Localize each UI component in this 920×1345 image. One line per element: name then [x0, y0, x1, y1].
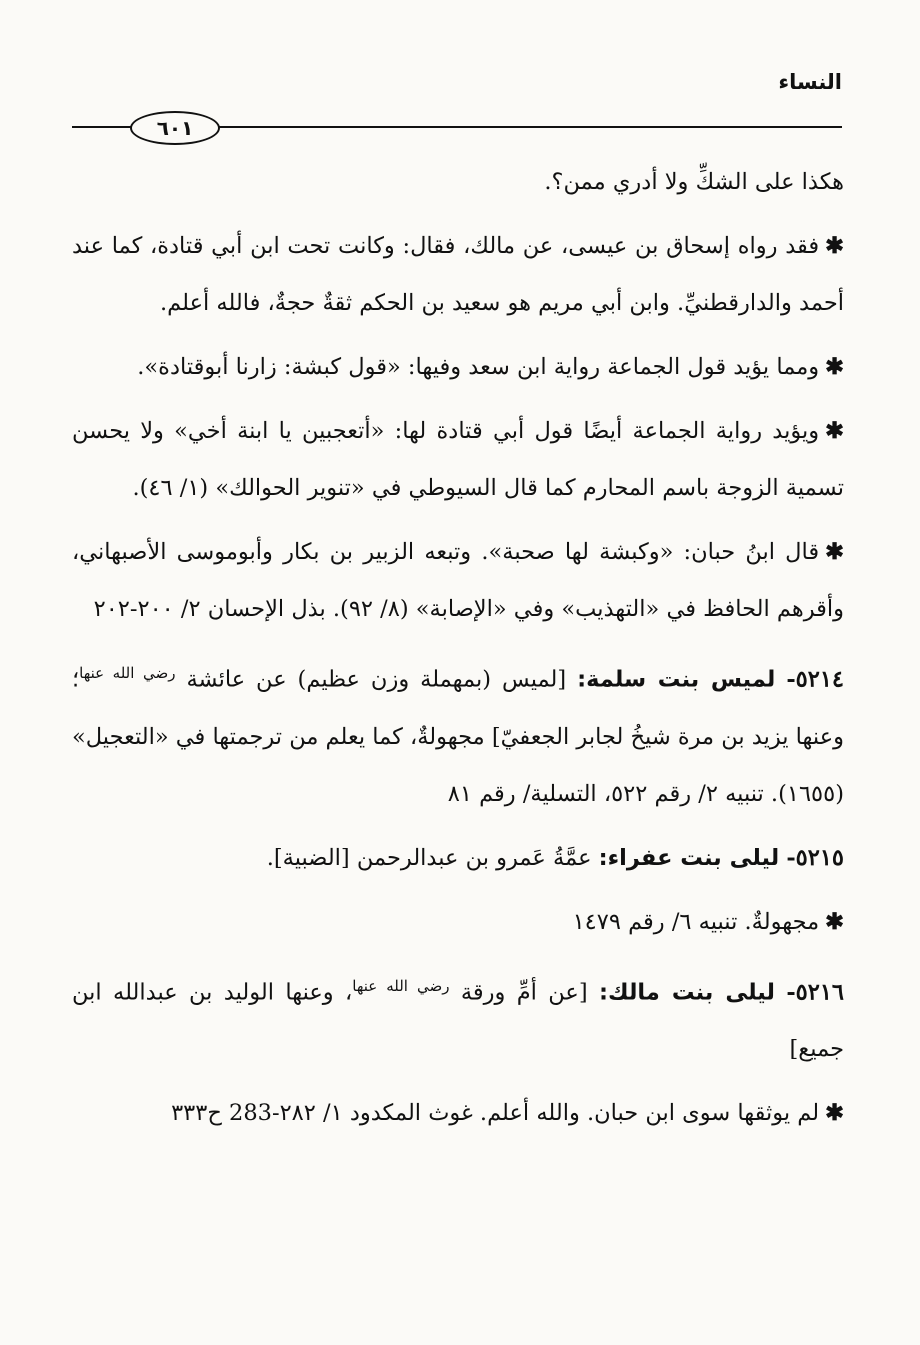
entry-note	[72, 894, 844, 951]
page-number: ٦٠١	[130, 111, 220, 145]
note-text: مجهولةٌ. تنبيه ٦/ رقم ١٤٧٩	[572, 908, 820, 935]
paragraph	[72, 218, 844, 332]
entry-name: ليلى بنت مالك:	[599, 979, 775, 1005]
paragraph-text: قال ابنُ حبان: «وكبشة لها صحبة». وتبعه الزبير بن بكار وأبوموسى الأصبهاني، وأقرهم الحافظ في «التهذيب» وفي «الإصابة» (٨/ ٩٢). بذل الإحسان ٢/ ٢٠٠-٢٠٢	[72, 539, 844, 622]
entry-text: [عن أمِّ ورقة	[460, 979, 588, 1005]
entry-text: ، وعنها الوليد بن عبدالله ابن جميع]	[72, 979, 844, 1062]
honorific-glyph: رضي الله عنها	[79, 664, 176, 682]
entry-number: ٥٢١٤-	[786, 666, 845, 693]
paragraph-text: هكذا على الشكِّ ولا أدري ممن؟.	[544, 169, 844, 195]
paragraph	[72, 524, 844, 638]
entry-note	[72, 1085, 844, 1142]
entry-name: لميس بنت سلمة:	[577, 666, 776, 693]
entry-text: [لميس (بمهملة وزن عظيم) عن عائشة	[186, 666, 567, 693]
note-text: لم يوثقها سوى ابن حبان. والله أعلم. غوث المكدود ١/ ٢٨٢-283 ح٣٣٣	[171, 1100, 820, 1126]
asterisk-icon: ✱	[825, 539, 844, 565]
asterisk-icon: ✱	[825, 233, 844, 259]
asterisk-icon: ✱	[825, 418, 844, 444]
asterisk-icon: ✱	[825, 1100, 844, 1126]
entry-text: ؛ وعنها يزيد بن مرة شيخُ لجابر الجعفيّ] مجهولةٌ، كما يعلم من ترجمتها في «التعجيل» (١٦٥٥). تنبيه ٢/ رقم ٥٢٢، التسلية/ رقم ٨١	[72, 666, 844, 807]
page-body	[72, 154, 844, 1149]
entry-number: ٥٢١٥-	[786, 844, 844, 871]
entry-text: عمَّةُ عَمرو بن عبدالرحمن [الضبية].	[266, 844, 592, 871]
asterisk-icon: ✱	[825, 354, 844, 380]
entry-5214	[72, 645, 844, 823]
paragraph	[72, 339, 844, 396]
honorific-glyph: رضي الله عنها	[352, 976, 450, 995]
paragraph	[72, 403, 844, 517]
paragraph-text: ويؤيد رواية الجماعة أيضًا قول أبي قتادة لها: «أتعجبين يا ابنة أخي» ولا يحسن تسمية الزوجة باسم المحارم كما قال السيوطي في «تنوير الحوالك» (١/ ٤٦).	[72, 418, 844, 501]
asterisk-icon: ✱	[825, 908, 844, 935]
entry-name: ليلى بنت عفراء:	[598, 844, 780, 871]
entry-5215	[72, 830, 844, 887]
entry-number: ٥٢١٦-	[786, 979, 844, 1005]
chapter-title: النساء	[778, 70, 842, 94]
paragraph-text: فقد رواه إسحاق بن عيسى، عن مالك، فقال: وكانت تحت ابن أبي قتادة، كما عند أحمد والدارقطنيِّ. وابن أبي مريم هو سعيد بن الحكم ثقةٌ حجةٌ، فالله أعلم.	[72, 233, 844, 316]
paragraph	[72, 154, 844, 211]
paragraph-text: ومما يؤيد قول الجماعة رواية ابن سعد وفيها: «قول كبشة: زارنا أبوقتادة».	[137, 354, 820, 380]
entry-5216	[72, 958, 844, 1079]
